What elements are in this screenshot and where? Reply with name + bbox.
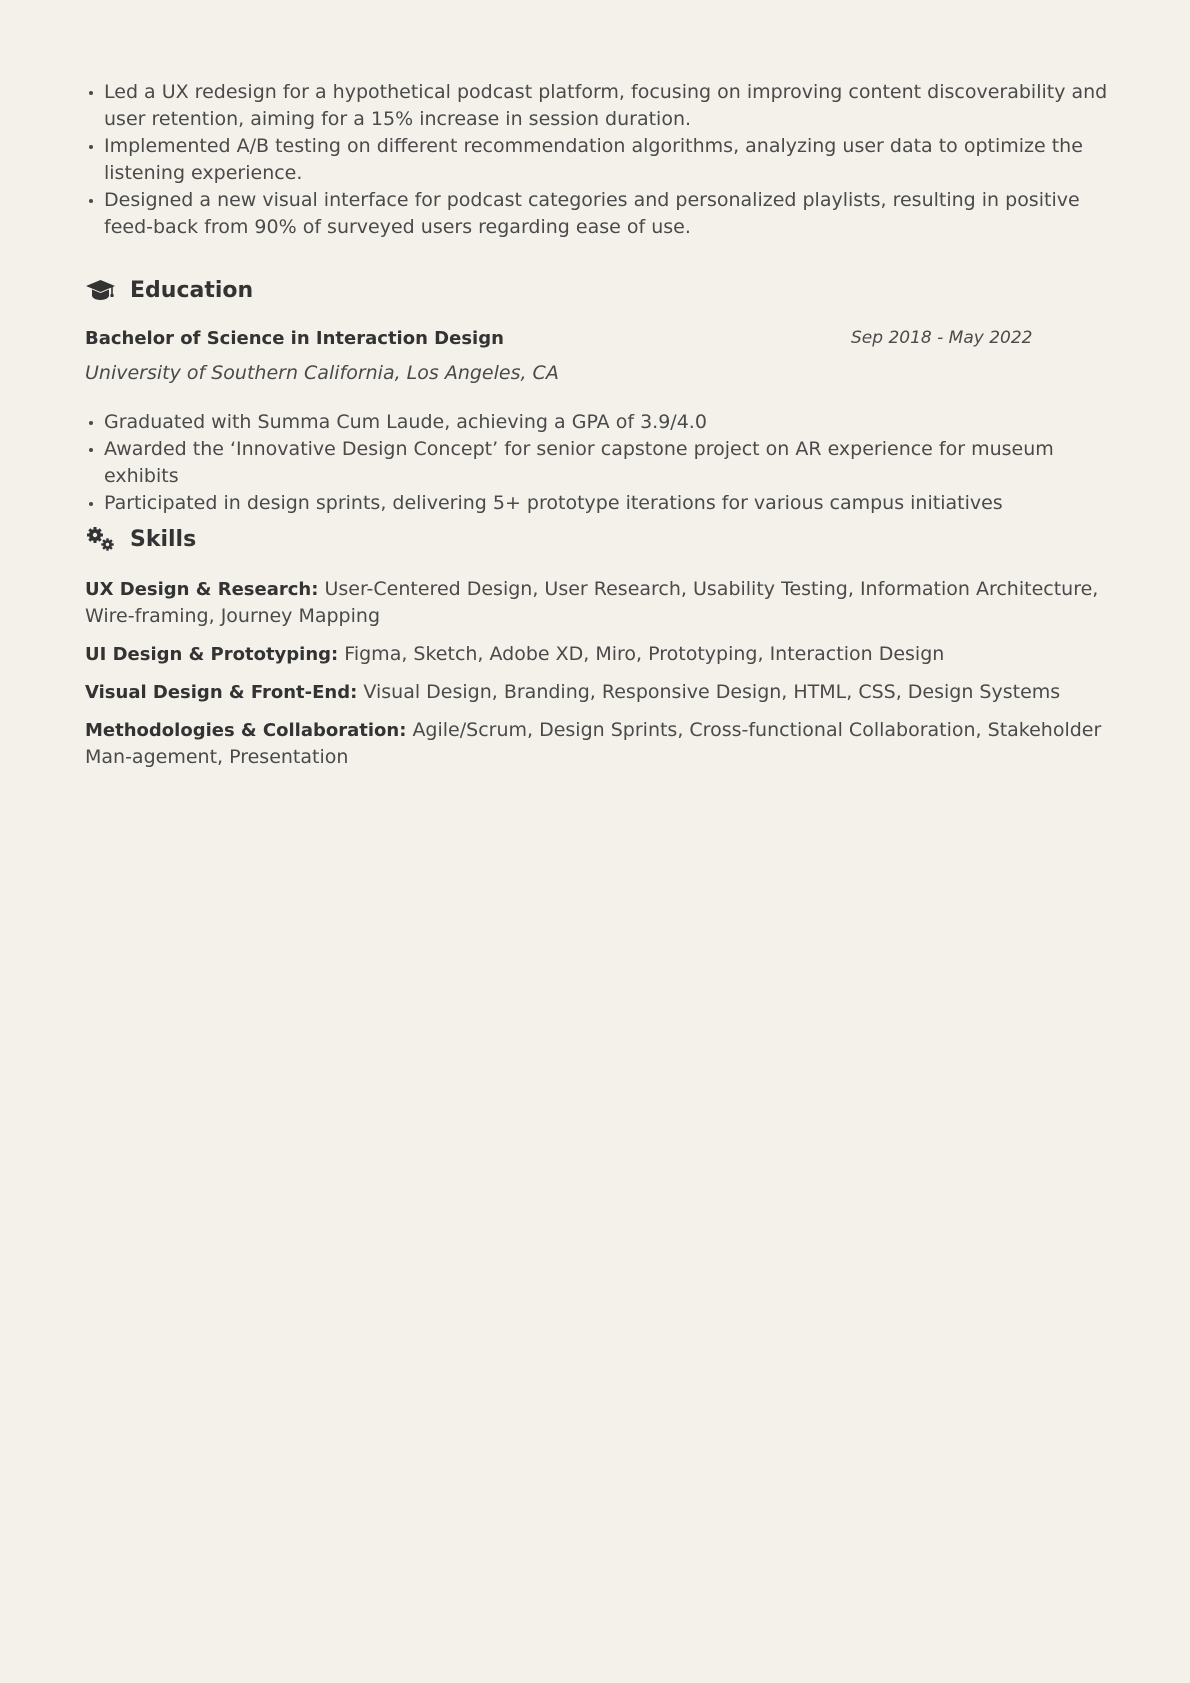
skill-value: Agile/Scrum, Design Sprints, Cross-functional Collaboration, Stakeholder Man-agement, Presentation [85,719,1102,768]
school-name: University of Southern California, Los Angeles, CA [85,362,559,384]
education-heading: Education [130,277,254,303]
skill-label: Visual Design & Front-End: [85,682,358,703]
skill-row [85,679,1105,706]
skill-label: UX Design & Research: [85,579,319,600]
education-bullet: Graduated with Summa Cum Laude, achieving a GPA of 3.9/4.0 [104,409,1124,436]
degree-title: Bachelor of Science in Interaction Design [85,328,504,349]
skill-row [85,641,1105,668]
skill-row [85,717,1105,771]
skill-row [85,576,1105,630]
skill-label: Methodologies & Collaboration: [85,720,407,741]
skills-section-header [85,524,196,554]
skill-value: User-Centered Design, User Research, Usability Testing, Information Architecture, Wire-framing, Journey Mapping [85,578,1099,627]
education-bullet: Awarded the ‘Innovative Design Concept’ for senior capstone project on AR experience for museum exhibits [104,436,1124,490]
education-bullet-list [85,409,1124,517]
education-section-header [85,275,253,305]
experience-bullet: Designed a new visual interface for podcast categories and personalized playlists, resulting in positive feed-back from 90% of surveyed users regarding ease of use. [104,187,1124,241]
education-bullet: Participated in design sprints, delivering 5+ prototype iterations for various campus initiatives [104,490,1124,517]
skill-label: UI Design & Prototyping: [85,644,339,665]
experience-bullet: Implemented A/B testing on different recommendation algorithms, analyzing user data to optimize the listening experience. [104,133,1124,187]
gears-icon [85,526,116,552]
skill-value: Figma, Sketch, Adobe XD, Miro, Prototyping, Interaction Design [344,643,945,665]
skills-heading: Skills [130,526,197,552]
skills-list [85,576,1105,782]
skill-value: Visual Design, Branding, Responsive Design, HTML, CSS, Design Systems [363,681,1061,703]
experience-bullet: Led a UX redesign for a hypothetical podcast platform, focusing on improving content discoverability and user retention, aiming for a 15% increase in session duration. [104,79,1124,133]
graduation-cap-icon [85,278,116,302]
education-dates: Sep 2018 - May 2022 [851,328,1033,348]
experience-bullet-list [85,79,1124,241]
